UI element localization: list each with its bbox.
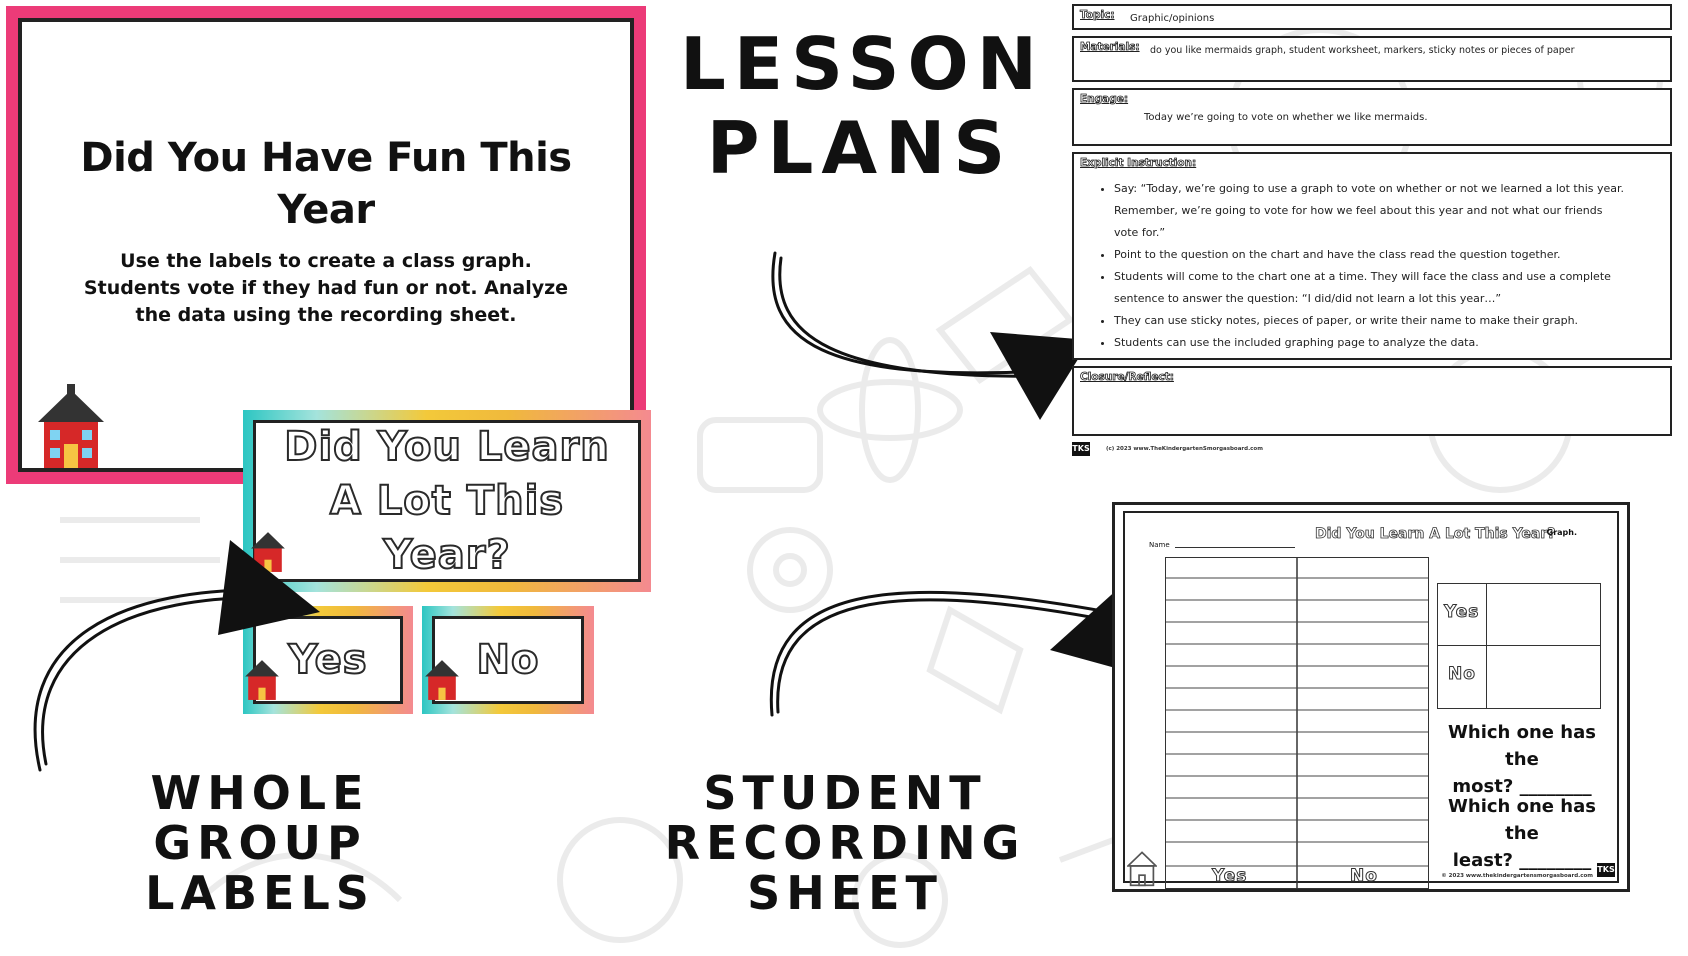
question-most bbox=[1437, 719, 1607, 800]
recording-sheet-graph-grid bbox=[1165, 557, 1429, 889]
whole-group-caption-line1: WHOLE GROUP bbox=[150, 766, 370, 870]
lp-explicit-list bbox=[1096, 178, 1658, 354]
lp-closure-label: Closure/Reflect: bbox=[1080, 371, 1174, 383]
tally-no-label: No bbox=[1448, 664, 1476, 684]
recording-sheet-frame bbox=[1123, 511, 1619, 886]
lp-closure-row bbox=[1072, 366, 1672, 436]
question-least bbox=[1437, 793, 1607, 874]
lp-topic-label: Topic: bbox=[1080, 9, 1115, 21]
yes-label-text: Yes bbox=[288, 637, 368, 683]
lp-materials-value: do you like mermaids graph, student worksheet, markers, sticky notes or pieces of paper bbox=[1150, 45, 1575, 56]
lp-topic-value: Graphic/opinions bbox=[1130, 13, 1215, 24]
graph-col-yes: Yes bbox=[1212, 866, 1248, 886]
lp-explicit-item: • Students will come to the chart one at a time. They will face the class and use a complete bbox=[1114, 266, 1658, 288]
lp-engage-row bbox=[1072, 88, 1672, 146]
lp-explicit-item: Remember, we’re going to vote for how we feel about this year and not what our friends bbox=[1114, 204, 1603, 217]
lp-explicit-item: • Students can use the included graphing page to analyze the data. bbox=[1114, 332, 1658, 354]
lesson-plans-caption-line1: LESSON bbox=[680, 22, 1046, 106]
lp-explicit-item: vote for.” bbox=[1114, 226, 1166, 239]
recording-sheet-title: Did You Learn A Lot This Year? bbox=[1315, 526, 1556, 542]
graph-grid-lines bbox=[1166, 558, 1428, 888]
question-least-line1: Which one has the bbox=[1448, 796, 1596, 844]
lp-explicit-row bbox=[1072, 152, 1672, 360]
lp-explicit-item: • Say: “Today, we’re going to use a graph to vote on whether or not we learned a lot this year. bbox=[1114, 178, 1658, 200]
rs-footer: © 2023 www.thekindergartensmorgasboard.com bbox=[1441, 873, 1593, 879]
lesson-plan-document bbox=[1072, 4, 1672, 456]
tally-divider bbox=[1438, 645, 1600, 646]
lp-topic-row bbox=[1072, 4, 1672, 30]
question-label-text: Did You Learn A Lot This Year? bbox=[284, 424, 610, 578]
student-sheet-caption-line1: STUDENT bbox=[703, 766, 987, 820]
student-sheet-caption-line2: RECORDING SHEET bbox=[664, 816, 1026, 920]
lp-explicit-label: Explicit Instruction: bbox=[1080, 157, 1197, 169]
whole-group-caption-line2: LABELS bbox=[145, 866, 375, 920]
title-card-heading: Did You Have Fun This Year bbox=[80, 135, 572, 233]
question-least-line2: least? ________ bbox=[1452, 850, 1592, 871]
recording-sheet-tally-table bbox=[1437, 583, 1601, 709]
tally-divider bbox=[1486, 584, 1487, 708]
lp-explicit-item: • Point to the question on the chart and have the class read the question together. bbox=[1114, 244, 1658, 266]
lp-explicit-item: • They can use sticky notes, pieces of paper, or write their name to make their graph. bbox=[1114, 310, 1658, 332]
lp-materials-row bbox=[1072, 36, 1672, 82]
question-most-line2: most? ________ bbox=[1452, 776, 1592, 797]
recording-sheet-name-label: Name bbox=[1149, 541, 1170, 549]
tally-yes-label: Yes bbox=[1444, 602, 1480, 622]
lp-engage-value: Today we’re going to vote on whether we like mermaids. bbox=[1144, 112, 1428, 123]
recording-sheet bbox=[1112, 502, 1630, 892]
lp-materials-label: Materials: bbox=[1080, 41, 1140, 53]
lp-engage-label: Engage: bbox=[1080, 93, 1129, 105]
lp-explicit-item: sentence to answer the question: “I did/did not learn a lot this year…” bbox=[1114, 292, 1502, 305]
schoolhouse-outline-icon bbox=[1127, 849, 1157, 887]
question-most-line1: Which one has the bbox=[1448, 722, 1596, 770]
lp-footer: (c) 2023 www.TheKindergartenSmorgasboard.com bbox=[1106, 446, 1263, 452]
lp-tks-logo: TKS bbox=[1072, 442, 1090, 456]
lesson-plans-caption-line2: PLANS bbox=[706, 106, 1014, 190]
recording-sheet-graph-label: Graph. bbox=[1546, 528, 1577, 537]
arrowhead-labels-icon bbox=[218, 540, 320, 635]
graph-col-no: No bbox=[1350, 866, 1378, 886]
rs-tks-logo: TKS bbox=[1597, 863, 1615, 877]
title-card-description: Use the labels to create a class graph. Students vote if they had fun or not. Analyze the data using the recording sheet. bbox=[83, 250, 569, 326]
name-line bbox=[1175, 547, 1295, 548]
no-label-text: No bbox=[476, 637, 540, 683]
